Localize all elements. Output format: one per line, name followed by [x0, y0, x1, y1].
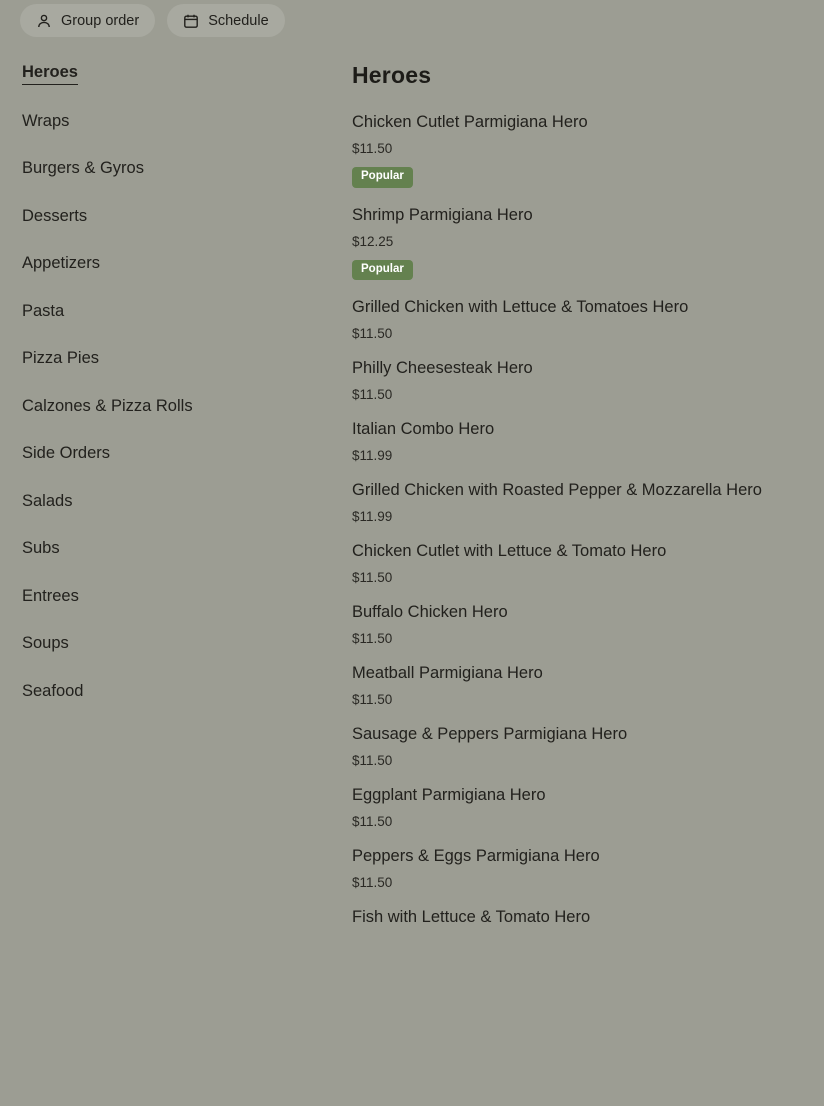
status-badge: Popular [352, 260, 413, 281]
menu-item-name: Chicken Cutlet Parmigiana Hero [352, 113, 588, 131]
page-title: Heroes [352, 62, 432, 88]
menu-item[interactable] [352, 664, 794, 707]
menu-item-list [352, 113, 794, 927]
menu-item[interactable] [352, 420, 794, 463]
menu-item[interactable] [352, 298, 794, 341]
menu-item[interactable] [352, 847, 794, 890]
menu-item[interactable] [352, 603, 794, 646]
menu-item-name: Grilled Chicken with Roasted Pepper & Mozzarella Hero [352, 481, 762, 499]
menu-item-name: Buffalo Chicken Hero [352, 603, 508, 621]
menu-item-price: $11.50 [352, 814, 393, 829]
menu-item-price: $11.50 [352, 875, 393, 890]
action-bar [20, 4, 285, 37]
menu-item-name: Shrimp Parmigiana Hero [352, 205, 533, 224]
menu-item-price: $11.50 [352, 326, 393, 341]
menu-item-name: Grilled Chicken with Lettuce & Tomatoes Hero [352, 298, 689, 316]
menu-item-name: Italian Combo Hero [352, 420, 495, 438]
category-list [22, 64, 352, 730]
menu-item-name: Eggplant Parmigiana Hero [352, 786, 546, 804]
sidebar-item-heroes[interactable]: Heroes [22, 64, 78, 85]
sidebar-item-appetizers[interactable]: Appetizers [22, 254, 100, 272]
sidebar-item-pasta[interactable]: Pasta [22, 301, 65, 320]
menu-item-price: $11.50 [352, 631, 393, 646]
sidebar-item-desserts[interactable]: Desserts [22, 206, 88, 225]
menu-item[interactable] [352, 786, 794, 829]
menu-panel [352, 54, 824, 1106]
menu-item-name: Sausage & Peppers Parmigiana Hero [352, 725, 628, 743]
sidebar-item-salads[interactable]: Salads [22, 491, 73, 510]
main-layout [0, 54, 824, 1106]
menu-item-price: $11.99 [352, 509, 393, 524]
menu-item[interactable] [352, 725, 794, 768]
menu-item-price: $11.50 [352, 753, 393, 768]
sidebar-item-subs[interactable]: Subs [22, 539, 60, 557]
menu-item-price: $11.50 [352, 141, 393, 156]
group-order-button[interactable] [20, 4, 155, 37]
status-badge: Popular [352, 167, 413, 188]
schedule-button[interactable] [167, 4, 284, 37]
menu-item-name: Meatball Parmigiana Hero [352, 664, 543, 682]
menu-item[interactable] [352, 908, 794, 927]
calendar-icon [183, 13, 199, 29]
sidebar-item-entrees[interactable]: Entrees [22, 586, 79, 605]
sidebar-item-soups[interactable]: Soups [22, 634, 69, 652]
menu-item-name: Philly Cheesesteak Hero [352, 359, 533, 377]
sidebar-item-side-orders[interactable]: Side Orders [22, 444, 111, 462]
sidebar-item-calzones-pizza-rolls[interactable]: Calzones & Pizza Rolls [22, 396, 193, 415]
sidebar-item-wraps[interactable]: Wraps [22, 111, 70, 130]
menu-item-name: Fish with Lettuce & Tomato Hero [352, 908, 591, 926]
menu-item-price: $12.25 [352, 233, 394, 249]
menu-item-price: $11.50 [352, 692, 393, 707]
sidebar-item-seafood[interactable]: Seafood [22, 681, 84, 700]
person-icon [36, 13, 52, 29]
group-order-label: Group order [61, 12, 140, 29]
menu-item-price: $11.50 [352, 570, 393, 585]
menu-item-name: Peppers & Eggs Parmigiana Hero [352, 847, 600, 865]
category-sidebar [0, 54, 352, 1106]
schedule-label: Schedule [208, 12, 269, 29]
menu-item[interactable] [352, 206, 794, 281]
menu-item-name: Chicken Cutlet with Lettuce & Tomato Hero [352, 542, 667, 560]
menu-item[interactable] [352, 359, 794, 402]
menu-item[interactable] [352, 113, 794, 188]
menu-item-price: $11.99 [352, 448, 393, 463]
menu-item-price: $11.50 [352, 387, 393, 402]
menu-item[interactable] [352, 542, 794, 585]
sidebar-item-burgers-gyros[interactable]: Burgers & Gyros [22, 159, 144, 177]
menu-item[interactable] [352, 481, 794, 524]
sidebar-item-pizza-pies[interactable]: Pizza Pies [22, 349, 100, 367]
